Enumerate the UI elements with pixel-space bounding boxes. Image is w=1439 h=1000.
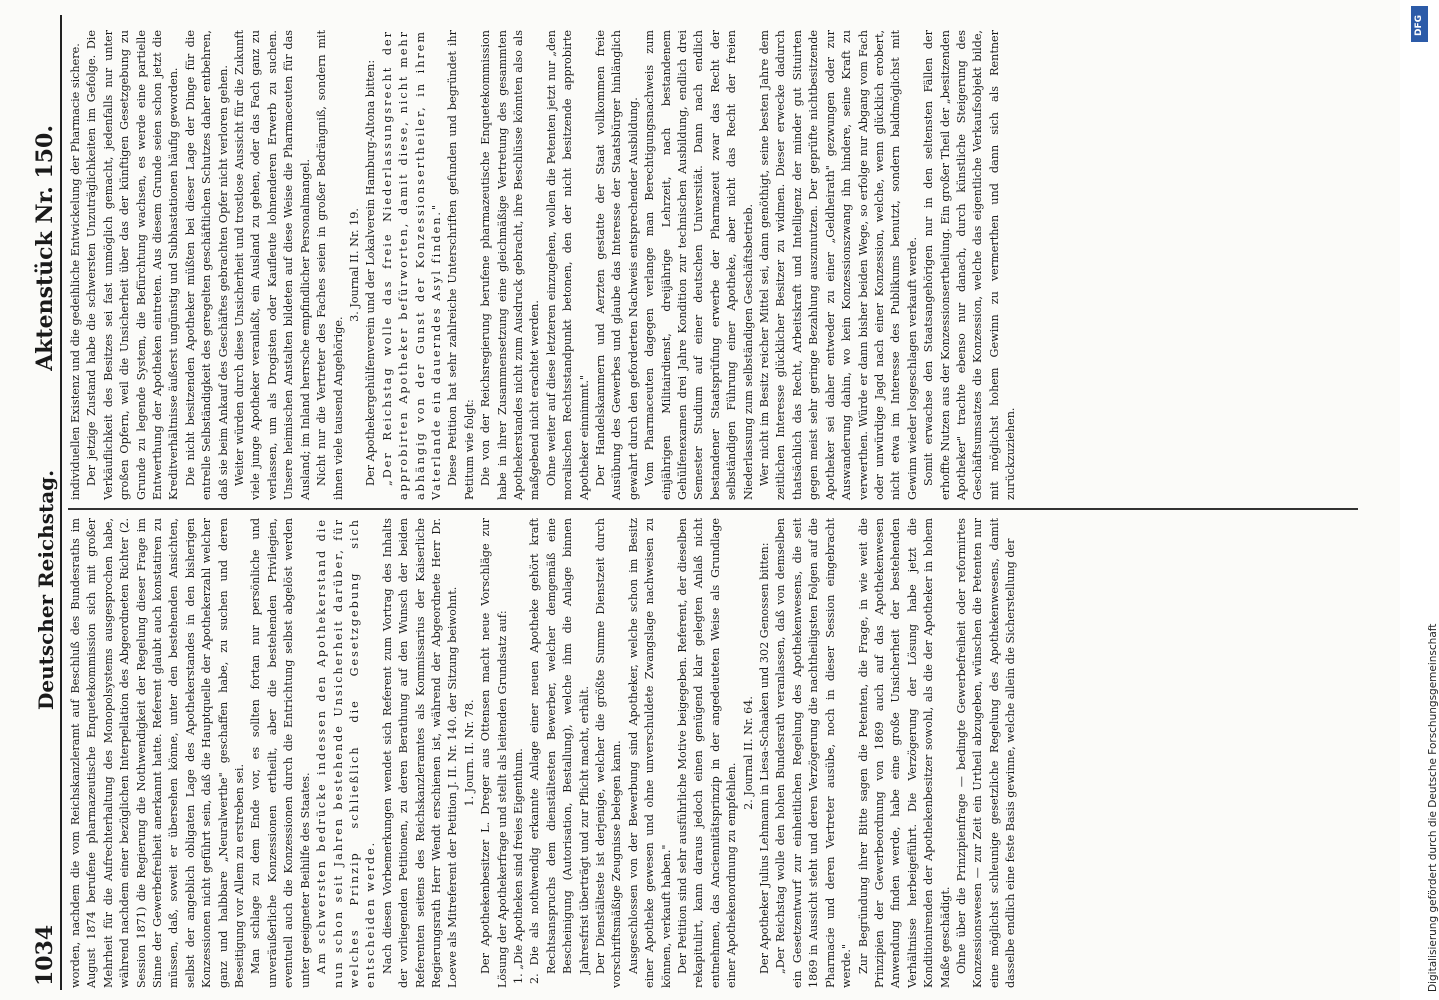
digitization-credit <box>1411 8 1439 992</box>
paragraph: Am schwersten bedrücke indessen den Apothekerstand die nun schon seit Jahren bestehende Unsicherheit darüber, für welches Prinzip schließlich die Gesetzgebung sich entscheiden werde. <box>315 518 378 988</box>
paragraph: Der Petition sind sehr ausführliche Motive beigegeben. Referent, der dieselben rekapitulirt, kann daraus jedoch einen genügend klar gelegten Anlaß nicht entnehmen, das Anciennitätsprinzip in der angedeuteten Weise als Grundlage einer Apothekenordnung zu empfehlen. <box>676 518 739 988</box>
list-item: 1. „Die Apotheken sind freies Eigenthum. <box>511 748 525 984</box>
paragraph: Zur Begründung ihrer Bitte sagen die Petenten, die Frage, in wie weit die Prinzipien der Gewerbeordnung von 1869 auch auf das Apothekenwesen Anwendung finden werde, habe eine große Unsicherheit der bestehenden Verhältnisse herbeigeführt. Die Verzögerung der Lösung habe jetzt die Konditionirenden der Apothekenbesitzer sowohl, als die der Apotheker in hohem Maße geschädigt. <box>856 518 952 988</box>
paragraph: Die nicht besitzenden Apotheker müßten bei dieser Lage der Dinge für die entrelle Selbständigkeit des geregelten geschäftlichen Schutzes daher entbehren, daß sie beim Ankauf des Geschäftes gebrachten Opfer nicht verloren gehen. <box>183 30 230 500</box>
paragraph: Der Handelskammern und Aerzten gestatte der Staat vollkommen freie Ausübung des Gewerbes und glaube das Interesse der Staatsbürger hinlänglich gewahrt durch den geforderten Nachweis entsprechender Ausbildung. <box>594 30 640 500</box>
paragraph: Somit erwachse den Staatsangehörigen nur in den seltensten Fällen der erhoffte Nutzen aus der Konzessionsertheilung. Ein großer Theil der „besitzenden Apotheker" trachte ebenso nur danach, durch künstliche Steigerung des Geschäftsumsatzes die Konzession, welche das eigentliche Verkaufsobjekt bilde, mit möglichst hohem Gewinn zu vermerthen und dann sich als Rentner zurückzuziehen. <box>922 30 1018 500</box>
section-heading: 3. Journal II. Nr. 19. <box>347 208 361 322</box>
column-divider <box>68 509 1358 511</box>
paragraph: Der Apothekergehülfenverein und der Lokalverein Hamburg-Altona bitten: <box>364 59 378 486</box>
paragraph: „Der Reichstag wolle den hohen Bundesrath veranlassen, daß von demselben ein Gesetzentwurf zur einheitlichen Regelung des Apothekenwesens, die seit 1869 in Aussicht steht und deren Verzögerung die nachtheiligsten Folgen auf die Pharmacie und deren Vertreter ausübe, noch in dieser Session eingebracht werde." <box>774 518 854 988</box>
paragraph: Diese Petition hat sehr zahlreiche Unterschriften gefunden und begründet ihr Petitum wie folgt: <box>446 30 476 500</box>
paragraph: Der Dienstälteste ist derjenige, welcher die größte Summe Dienstzeit durch vorschriftsmäßige Zeugnisse belegen kann. <box>594 518 624 988</box>
section-heading: 1. Journ. II. Nr. 78. <box>462 699 476 807</box>
paragraph: Der jetzige Zustand habe die schwersten Unzuträglichkeiten im Gefolge. Die Verkäuflichkeit des Besitzes sei fast unmöglich gemacht, jedenfalls nur unter großen Opfern, weil die Unsicherheit über das der künftigen Gesetzgebung zu Grunde zu legende System, die Befürchtung wachsen, es werde eine partielle Entwerthung der Apotheken eintreten. Aus diesem Grunde seien schon jetzt die Kreditverhältnisse äußerst ungünstig und Subhastationen häufig geworden. <box>85 30 181 500</box>
paragraph: Man schlage zu dem Ende vor, es sollten fortan nur persönliche und unveräußerliche Konzessionen ertheilt, aber die bestehenden Privilegien, eventuell auch die Konzessionen durch die Entrichtung selbst abgelöst werden unter geeigneter Beihilfe des Staates. <box>249 518 312 988</box>
paragraph: worden, nachdem die vom Reichskanzleramt auf Beschluß des Bundesraths im August 1874 berufene pharmazeutische Enquetekommission sich mit großer Mehrheit für die Aufrechterhaltung des Monopolsystems ausgesprochen habe, während nachdem einer bezüglichen Interpellation des Abgeordneten Richter (2. Session 1871) die Regierung die Nothwendigkeit der Regelung dieser Frage im Sinne der Gewerbefreiheit anerkannt hatte. Referent glaubt auch konstatiren zu müssen, daß, soweit er übersehen könne, unter den bestehenden Ansichten, selbst der angeblich obligaten Lage des Apothekerstandes in den bisherigen Konzessionen nicht geführt sein, daß die Hauptquelle der Apothekerzahl welcher ganz und halbbare „Neuralwerthe" geschaffen habe, zu suchen und deren Beseitigung vor Allem zu erstreben sei. <box>69 518 247 988</box>
paragraph: Weiter würden durch diese Unsicherheit und trostlose Aussicht für die Zukunft viele junge Apotheker veranlaßt, ein Ausland zu gehen, oder das Fach ganz zu verlassen, um als Drogisten oder Kaufleute lohnenderen Erwerb zu suchen. Unsere heimischen Anstalten bildeten auf diese Weise die Pharmaceuten für das Ausland; im Inland herrsche empfindlicher Personalmangel. <box>233 30 312 500</box>
text-column-right <box>68 30 1368 500</box>
paragraph: Der Apothekenbesitzer L. Dreger aus Ottensen macht neue Vorschläge zur Lösung der Apothekerfrage und stellt als leitenden Grundsatz auf: <box>479 518 509 988</box>
dfg-logo-text: DFG <box>1414 14 1424 36</box>
paragraph: Wer nicht im Besitz reicher Mittel sei, dann genöthigt, seine besten Jahre dem zeitlichen Interesse glücklicher Besitzer zu widmen. Dieser erwecke dadurch thatsächlich das Recht, Arbeitskraft und Intelligenz der minder gut Situirten gegen meist sehr geringe Bezahlung auszunutzen. Der geprüfte nichtbesitzende Apotheker sei daher entweder zu einer „Geldheirath" gezwungen oder zur Auswanderung dahin, wo kein Konzessionszwang ihn hindere, seine Kraft zu verwerthen. Würde er dann bisher beiden Wege, so erfolge nur Abgang vom Fach oder unwürdige Jagd nach einer Konzession, welche, wenn glücklich erobert, nicht etwa im Interesse des Publikums benutzt, sondern baldmöglichst mit Gewinn wieder losgeschlagen verkauft werde. <box>758 30 919 500</box>
publication-title: Deutscher Reichstag. <box>34 469 58 710</box>
paragraph: Ausgeschlossen von der Bewerbung sind Apotheker, welche schon im Besitz einer Apotheke gewesen und ohne unverschuldete Zwangslage nachweisen zu können, verkauft haben." <box>626 518 673 988</box>
paragraph: Ohne weiter auf diese letzteren einzugehen, wollen die Petenten jetzt nur „den moralischen Rechtsstandpunkt betonen, den der nicht besitzende approbirte Apotheker einnimmt." <box>544 30 591 500</box>
list-item: 2. Die als nothwendig erkannte Anlage einer neuen Apotheke gehört kraft Rechtsanspruchs dem dienstältesten Bewerber, welcher demgemäß eine Bescheinigung (Autorisation, Bestallung), welche ihm die Anlage binnen Jahresfrist überträgt und zur Pflicht macht, erhält. <box>528 518 591 984</box>
page-header <box>30 15 62 990</box>
paragraph: Nach diesen Vorbemerkungen wendet sich Referent zum Vortrag des Inhalts der vorliegenden Petitionen, zu deren Berathung auf den Wunsch der beiden Referenten seitens des Reichskanzleramtes als Kommissarius der Kaiserliche Regierungsrath Herr Wendt erschienen ist, während der Abgeordnete Herr Dr. Loewe als Mitreferent der Petition J. II. Nr. 140. der Sitzung beiwohnt. <box>380 518 460 988</box>
section-heading: 2. Journal II. Nr. 64. <box>741 696 755 810</box>
text-column-left <box>68 518 1368 988</box>
paragraph: „Der Reichstag wolle das freie Niederlassungsrecht der approbirten Apotheker befürworten, damit diese, nicht mehr abhängig von der Gunst der Konzessionsertheiler, in ihrem Vaterlande ein dauerndes Asyl finden." <box>380 30 443 500</box>
page-number: 1034 <box>32 924 58 986</box>
document-number: Aktenstück Nr. 150. <box>32 125 58 371</box>
paragraph: Ohne über die Prinzipienfrage — bedingte Gewerbefreiheit oder reformirtes Konzessionswesen — zur Zeit ein Urtheil abzugeben, wünschen die Petenten nur eine möglichst schleunige gesetzliche Regelung des Apothekenwesens, damit dasselbe endlich eine feste Basis gewinne, welche allein die Sicherstellung der <box>954 518 1018 988</box>
paragraph: Der Apotheker Julius Lehmann in Liesa-Schaaken und 302 Genossen bitten: <box>758 542 772 974</box>
paragraph: Nicht nur die Vertreter des Faches seien in großer Bedrängniß, sondern mit ihnen viele tausend Angehörige. <box>315 30 345 500</box>
credit-text: Digitalisierung gefördert durch die Deutsche Forschungsgemeinschaft <box>1427 623 1439 992</box>
paragraph: individuellen Existenz und die gedeihliche Entwickelung der Pharmacie sichere. <box>69 43 82 500</box>
paragraph: Vom Pharmaceuten dagegen verlange man Berechtigungsnachweis zum einjährigen Militairdienst, dreijährige Lehrzeit, nach bestandenem Gehülfenexamen drei Jahre Kondition zur technischen Ausbildung, endlich drei Semester Studium auf einer deutschen Universität. Dann nach endlich bestandener Staatsprüfung erwerbe der Pharmazeut zwar das Recht der selbständigen Führung einer Apotheke, aber nicht das Recht der freien Niederlassung zum selbständigen Geschäftsbetrieb. <box>643 30 755 500</box>
paragraph: Die von der Reichsregierung berufene pharmazeutische Enquetekommission habe in ihrer Zusammensetzung eine gleichmäßige Vertretung des gesammten Apothekerstandes nicht zum Ausdruck gebracht, ihre Beschlüsse könnten also als maßgebend nicht erachtet werden. <box>479 30 542 500</box>
